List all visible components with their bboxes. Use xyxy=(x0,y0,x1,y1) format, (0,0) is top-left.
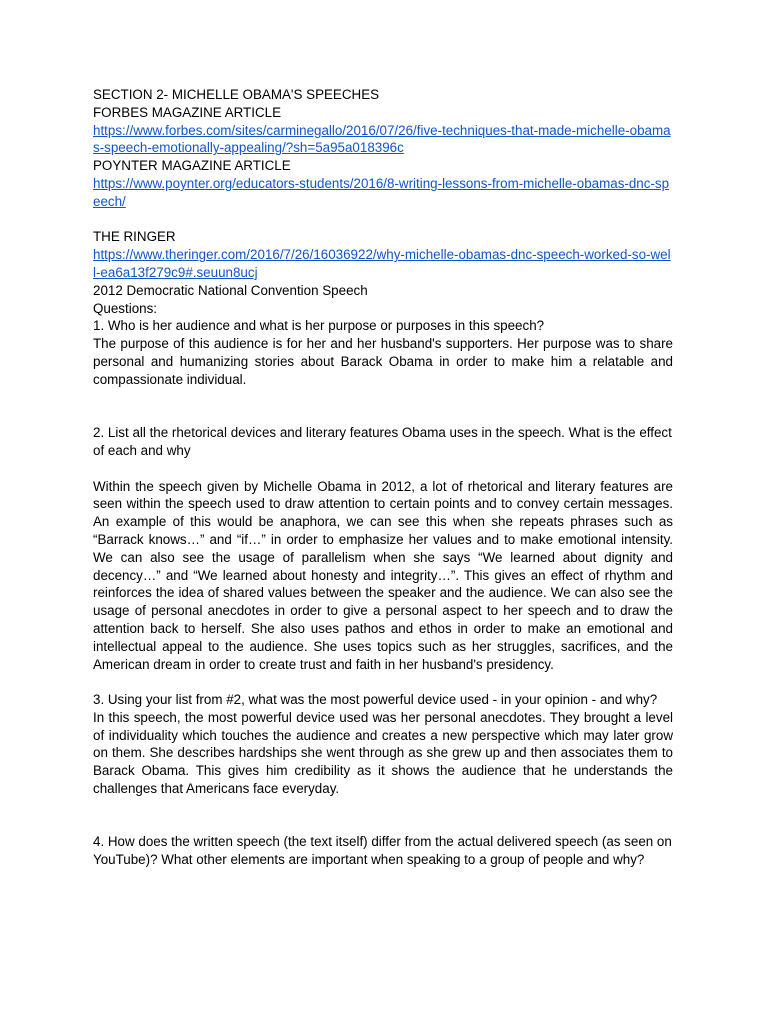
source-title-ringer: THE RINGER xyxy=(93,229,176,245)
blank-line xyxy=(93,211,673,229)
blank-line xyxy=(93,460,673,478)
source-link-ringer[interactable]: https://www.theringer.com/2016/7/26/16036922/why-michelle-obamas-dnc-speech-worked-so-well-ea6a13f279c9#.seuun8ucj xyxy=(93,247,671,280)
question-1: 1. Who is her audience and what is her purpose or purposes in this speech? xyxy=(93,318,545,334)
answer-1: The purpose of this audience is for her and her husband's supporters. Her purpose was to share personal and humanizing stories about Barack Obama in order to make him a relatable and compassionate individual. xyxy=(93,336,673,387)
question-3: 3. Using your list from #2, what was the most powerful device used - in your opinion - and why? xyxy=(93,692,658,708)
blank-line xyxy=(93,406,673,424)
source-title-forbes: FORBES MAGAZINE ARTICLE xyxy=(93,104,282,120)
answer-2: Within the speech given by Michelle Obama in 2012, a lot of rhetorical and literary features are seen within the speech used to draw attention to certain points and to convey certain messages. An example of this would be anaphora, we can see this when she repeats phrases such as “Barrack knows…” and “if…” in order to emphasize her values and to make emotional intensity. We can also see the usage of parallelism when she says “We learned about dignity and decency…” and “We learned about honesty and integrity…”. This gives an effect of rhythm and reinforces the idea of shared values between the speaker and the audience. We can also see the usage of personal anecdotes in order to give a personal aspect to her speech and to draw the attention back to herself. She also uses pathos and ethos in order to make an emotional and intellectual appeal to the audience. She uses topics such as her struggles, sacrifices, and the American dream in order to create trust and faith in her husband's presidency. xyxy=(93,478,673,672)
source-title-poynter: POYNTER MAGAZINE ARTICLE xyxy=(93,158,291,174)
question-4: 4. How does the written speech (the text itself) differ from the actual delivered speech (as seen on YouTube)? What other elements are important when speaking to a group of people and why? xyxy=(93,834,672,868)
source-link-poynter[interactable]: https://www.poynter.org/educators-students/2016/8-writing-lessons-from-michelle-obamas-dnc-speech/ xyxy=(93,175,670,209)
section-title: SECTION 2- MICHELLE OBAMA'S SPEECHES xyxy=(93,87,380,102)
question-2: 2. List all the rhetorical devices and literary features Obama uses in the speech. What is the effect of each and why xyxy=(93,425,672,458)
answer-3: In this speech, the most powerful device used was her personal anecdotes. They brought a level of individuality which touches the audience and creates a new perspective which may later grow on them. She describes hardships she went through as she grew up and then associates them to Barack Obama. This gives him credibility as it shows the audience that he understands the challenges that Americans face everyday. xyxy=(93,709,673,797)
questions-label: Questions: xyxy=(93,300,158,316)
blank-line xyxy=(93,798,673,816)
document-page xyxy=(93,86,673,869)
blank-line xyxy=(93,389,673,407)
source-link-forbes[interactable]: https://www.forbes.com/sites/carminegallo/2016/07/26/five-techniques-that-made-michelle-obamas-speech-emotionally-appealing/?sh=5a95a018396c xyxy=(93,122,671,156)
speech-title: 2012 Democratic National Convention Speech xyxy=(93,282,368,298)
blank-line xyxy=(93,816,673,834)
blank-line xyxy=(93,673,673,691)
